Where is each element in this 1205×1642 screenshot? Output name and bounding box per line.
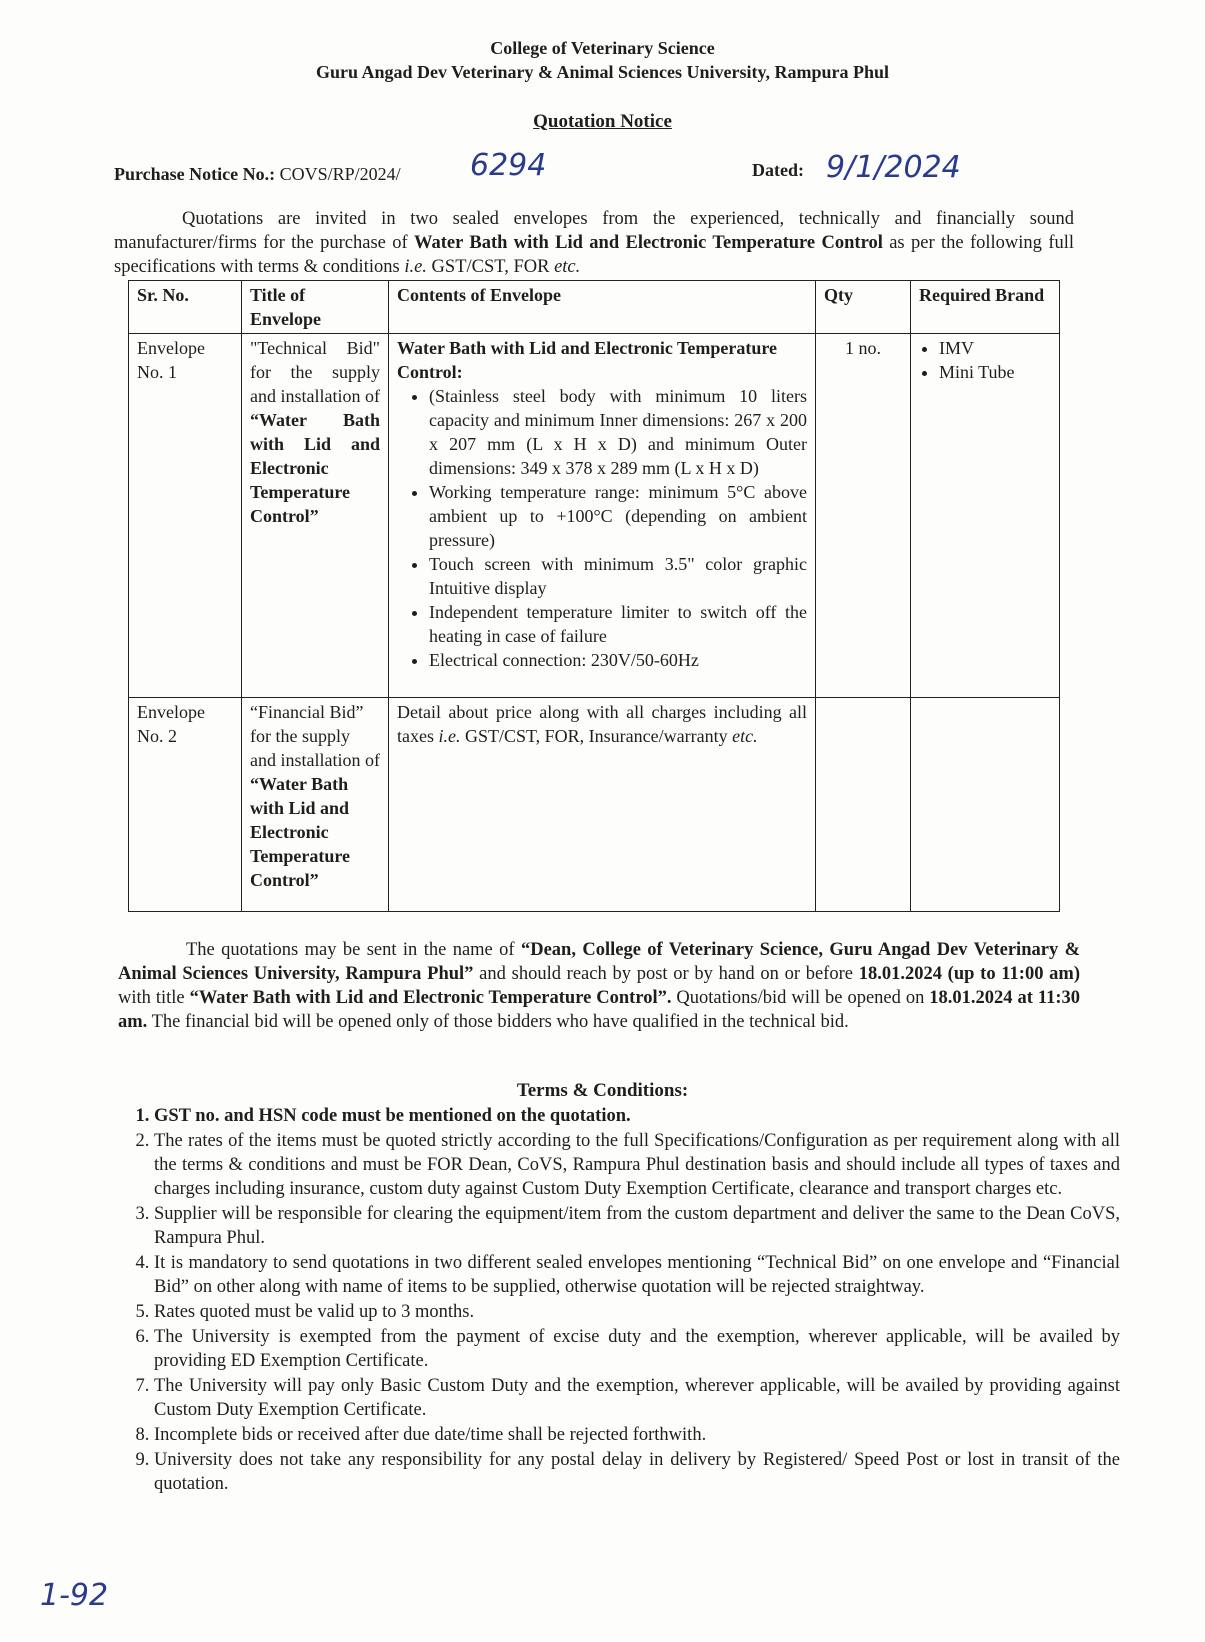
list-item: • (Stainless steel body with minimum 10 liters capacity and minimum Inner dimensions: 267 x 200 x 207 mm (L x H x D) and minimum Outer dimensions: 349 x 378 x 289 mm (L x H x D) bbox=[429, 384, 807, 480]
list-item: 8. Incomplete bids or received after due date/time shall be rejected forthwith. bbox=[154, 1423, 1120, 1447]
header-title: Title of Envelope bbox=[242, 281, 389, 334]
table-header-row bbox=[129, 281, 1060, 334]
list-item: • IMV bbox=[939, 336, 1051, 360]
submission-text-3: with title bbox=[118, 988, 190, 1008]
submission-text-2: and should reach by post or by hand on or before bbox=[473, 964, 859, 984]
intro-text: Quotations are invited in two sealed envelopes from the experienced, technically and financially sound manufacturer/firms for the purchase of bbox=[114, 209, 1074, 253]
list-item: • Independent temperature limiter to switch off the heating in case of failure bbox=[429, 600, 807, 648]
list-item: 9. University does not take any responsibility for any postal delay in delivery by Registered/ Speed Post or lost in transit of the quotation. bbox=[154, 1448, 1120, 1496]
dated-label: Dated: bbox=[752, 160, 804, 180]
row2-title bbox=[242, 698, 389, 912]
terms-list bbox=[114, 1104, 1120, 1497]
list-item: • Working temperature range: minimum 5°C above ambient up to +100°C (depending on ambient pressure) bbox=[429, 480, 807, 552]
intro-paragraph bbox=[114, 207, 1074, 279]
header-sr-no: Sr. No. bbox=[129, 281, 242, 334]
list-item: • Mini Tube bbox=[939, 360, 1051, 384]
row2-contents-text-2: GST/CST, FOR, Insurance/warranty bbox=[460, 726, 733, 746]
purchase-notice-line bbox=[114, 164, 401, 185]
handwritten-page-mark: 1-92 bbox=[40, 1578, 109, 1613]
row1-qty: 1 no. bbox=[816, 334, 911, 698]
list-item: 1. GST no. and HSN code must be mentioned on the quotation. bbox=[154, 1104, 1120, 1128]
list-item: 5. Rates quoted must be valid up to 3 months. bbox=[154, 1300, 1120, 1324]
row1-sr: Envelope No. 1 bbox=[129, 334, 242, 698]
table-row bbox=[129, 334, 1060, 698]
intro-text-3: GST/CST, FOR bbox=[426, 257, 555, 277]
row2-contents-etc: etc. bbox=[732, 726, 758, 746]
submission-addressee: “Dean, College of Veterinary Science, Guru Angad Dev Veterinary & Animal Sciences University, Rampura Phul” bbox=[118, 940, 1081, 984]
table-row bbox=[129, 698, 1060, 912]
row2-brand bbox=[911, 698, 1060, 912]
terms-title: Terms & Conditions: bbox=[516, 1080, 689, 1101]
submission-text-4: Quotations/bid will be opened on bbox=[671, 988, 930, 1008]
list-item: 7. The University will pay only Basic Custom Duty and the exemption, wherever applicable, will be availed by providing against Custom Duty Exemption Certificate. bbox=[154, 1374, 1120, 1422]
purchase-notice-label: Purchase Notice No.: bbox=[114, 164, 276, 184]
row1-title bbox=[242, 334, 389, 698]
submission-text: The quotations may be sent in the name of bbox=[186, 940, 521, 960]
intro-text-2: as per the following full specifications with terms & conditions bbox=[114, 233, 1075, 277]
row1-title-bold: “Water Bath with Lid and Electronic Temperature Control” bbox=[250, 410, 380, 526]
header-contents: Contents of Envelope bbox=[389, 281, 816, 334]
row2-qty bbox=[816, 698, 911, 912]
list-item: 2. The rates of the items must be quoted strictly according to the full Specifications/Configuration as per requirement along with all the terms & conditions and must be FOR Dean, CoVS, Rampura Phul destination basis and should include all types of taxes and charges including insurance, custom duty against Custom Duty Exemption Certificate, clearance and transport charges etc. bbox=[154, 1129, 1120, 1201]
specification-table bbox=[128, 280, 1060, 912]
row1-title-plain: "Technical Bid" for the supply and installation of bbox=[250, 338, 380, 406]
submission-text-5: The financial bid will be opened only of those bidders who have qualified in the technical bid. bbox=[147, 1012, 849, 1032]
spec-bullet-list bbox=[397, 384, 807, 672]
university-name: Guru Angad Dev Veterinary & Animal Sciences University, Rampura Phul bbox=[315, 62, 890, 82]
row2-sr: Envelope No. 2 bbox=[129, 698, 242, 912]
college-name: College of Veterinary Science bbox=[490, 38, 715, 58]
header-brand: Required Brand bbox=[911, 281, 1060, 334]
row1-contents-title: Water Bath with Lid and Electronic Temperature Control: bbox=[397, 338, 778, 382]
row2-contents bbox=[389, 698, 816, 912]
submission-title: “Water Bath with Lid and Electronic Temperature Control”. bbox=[189, 988, 672, 1008]
opening-datetime: 18.01.2024 at 11:30 am. bbox=[118, 988, 1080, 1032]
row1-contents bbox=[389, 334, 816, 698]
list-item: • Electrical connection: 230V/50-60Hz bbox=[429, 648, 807, 672]
list-item: 4. It is mandatory to send quotations in two different sealed envelopes mentioning “Technical Bid” on one envelope and “Financial Bid” on other along with name of items to be supplied, otherwise quotation will be rejected straightway. bbox=[154, 1251, 1120, 1299]
row2-title-plain: “Financial Bid” for the supply and installation of bbox=[250, 702, 380, 770]
submission-deadline: 18.01.2024 (up to 11:00 am) bbox=[858, 964, 1080, 984]
intro-item: Water Bath with Lid and Electronic Temperature Control bbox=[414, 233, 883, 253]
header-qty: Qty bbox=[816, 281, 911, 334]
intro-etc: etc. bbox=[554, 257, 581, 277]
intro-ie: i.e. bbox=[404, 257, 427, 277]
list-item: • Touch screen with minimum 3.5" color graphic Intuitive display bbox=[429, 552, 807, 600]
list-item: 6. The University is exempted from the payment of excise duty and the exemption, wherever applicable, will be availed by providing ED Exemption Certificate. bbox=[154, 1325, 1120, 1373]
brand-list bbox=[919, 336, 1051, 384]
handwritten-notice-number: 6294 bbox=[470, 148, 547, 183]
row2-contents-ie: i.e. bbox=[438, 726, 461, 746]
submission-paragraph bbox=[118, 938, 1080, 1034]
notice-title: Quotation Notice bbox=[533, 111, 672, 132]
purchase-notice-prefix: COVS/RP/2024/ bbox=[279, 164, 401, 184]
list-item: 3. Supplier will be responsible for clearing the equipment/item from the custom department and deliver the same to the Dean CoVS, Rampura Phul. bbox=[154, 1202, 1120, 1250]
handwritten-date: 9/1/2024 bbox=[826, 150, 961, 185]
row2-title-bold: “Water Bath with Lid and Electronic Temperature Control” bbox=[250, 774, 350, 890]
row1-brand bbox=[911, 334, 1060, 698]
row2-contents-text: Detail about price along with all charges including all taxes bbox=[397, 702, 807, 746]
